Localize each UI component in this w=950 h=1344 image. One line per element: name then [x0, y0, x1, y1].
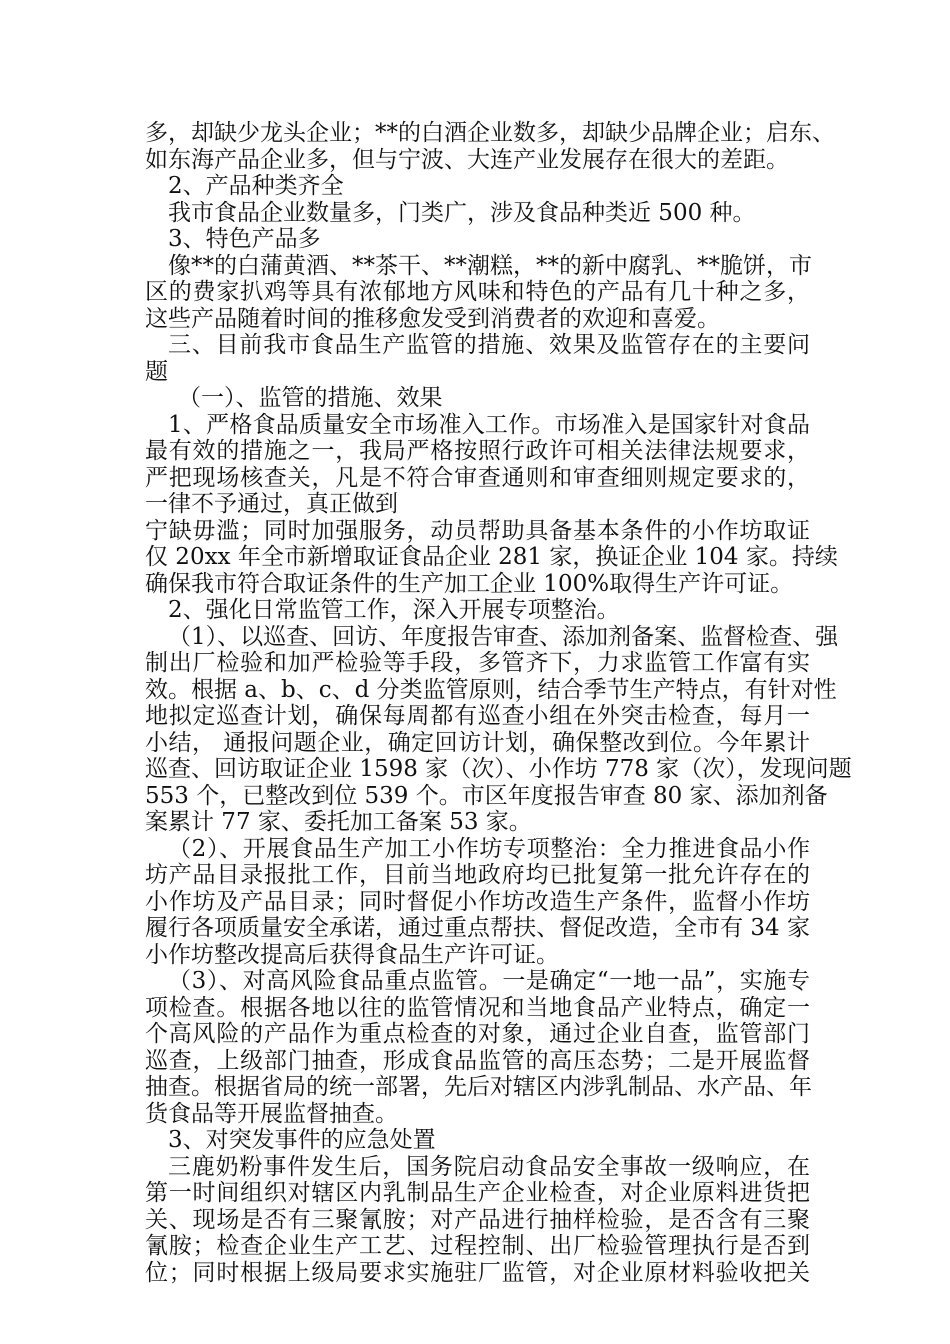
text-line: 小作坊整改提高后获得食品生产许可证。 — [145, 941, 559, 968]
text-line: 最有效的措施之一，我局严格按照行政许可相关法律法规要求， — [145, 438, 810, 464]
text-line: 这些产品随着时间的推移愈发受到消费者的欢迎和喜爱。 — [145, 305, 720, 332]
text-line: 一律不予通过，真正做到 — [145, 491, 398, 517]
text-line: 多，却缺少龙头企业；**的白酒企业数多，却缺少品牌企业；启东、 — [145, 120, 835, 146]
document-page — [145, 120, 852, 1286]
text-line: 确保我市符合取证条件的生产加工企业 100%取得生产许可证。 — [145, 570, 794, 597]
text-line: 效。根据 a、b、c、d 分类监管原则，结合季节生产特点，有针对性 — [145, 676, 837, 703]
text-line: 小结， 通报问题企业，确定回访计划，确保整改到位。今年累计 — [145, 729, 810, 756]
text-line: 货食品等开展监督抽查。 — [145, 1100, 398, 1127]
text-line: 氰胺；检查企业生产工艺、过程控制、出厂检验管理执行是否到 — [145, 1233, 810, 1259]
text-line: 3、对突发事件的应急处置 — [168, 1127, 436, 1153]
text-line: 小作坊及产品目录；同时督促小作坊改造生产条件，监督小作坊 — [145, 888, 810, 915]
text-line: 题 — [145, 358, 168, 385]
text-line: 如东海产品企业多，但与宁波、大连产业发展存在很大的差距。 — [145, 146, 789, 173]
text-line: 三鹿奶粉事件发生后，国务院启动食品安全事故一级响应，在 — [168, 1153, 810, 1180]
text-line: 案累计 77 家、委托加工备案 53 家。 — [145, 809, 532, 835]
text-line: 区的费家扒鸡等具有浓郁地方风味和特色的产品有几十种之多， — [145, 279, 810, 305]
text-line: 1、严格食品质量安全市场准入工作。市场准入是国家针对食品 — [168, 411, 810, 438]
text-line: 履行各项质量安全承诺，通过重点帮扶、督促改造，全市有 34 家 — [145, 915, 810, 941]
text-line: 巡查、回访取证企业 1598 家（次）、小作坊 778 家（次），发现问题 — [145, 756, 852, 782]
text-line: 抽查。根据省局的统一部署，先后对辖区内涉乳制品、水产品、年 — [145, 1074, 812, 1100]
text-line: 关、现场是否有三聚氰胺；对产品进行抽样检验，是否含有三聚 — [145, 1206, 810, 1233]
text-line: 宁缺毋滥；同时加强服务，动员帮助具备基本条件的小作坊取证 — [145, 517, 810, 544]
text-line: 坊产品目录报批工作，目前当地政府均已批复第一批允许存在的 — [145, 862, 810, 888]
text-line: 三、目前我市食品生产监管的措施、效果及监管存在的主要问 — [168, 332, 810, 358]
text-line: 553 个，已整改到位 539 个。市区年度报告审查 80 家、添加剂备 — [145, 782, 828, 809]
text-line: 个高风险的产品作为重点检查的对象，通过企业自查，监管部门 — [145, 1021, 810, 1047]
text-line: 仅 20xx 年全市新增取证食品企业 281 家，换证企业 104 家。持续 — [145, 544, 838, 570]
text-line: 项检查。根据各地以往的监管情况和当地食品产业特点，确定一 — [145, 994, 810, 1021]
text-line: 3、特色产品多 — [168, 226, 321, 252]
text-line: （2）、开展食品生产加工小作坊专项整治：全力推进食品小作 — [168, 835, 810, 862]
text-line: 2、强化日常监管工作，深入开展专项整治。 — [168, 597, 620, 623]
text-line: 制出厂检验和加严检验等手段，多管齐下，力求监管工作富有实 — [145, 650, 810, 676]
text-line: （3）、对高风险食品重点监管。一是确定“一地一品”，实施专 — [168, 968, 810, 994]
text-line: 位；同时根据上级局要求实施驻厂监管，对企业原材料验收把关 — [145, 1259, 810, 1286]
text-line: 2、产品种类齐全 — [168, 173, 344, 199]
text-line: 巡查，上级部门抽查，形成食品监管的高压态势；二是开展监督 — [145, 1047, 810, 1074]
text-line: （1）、以巡查、回访、年度报告审查、添加剂备案、监督检查、强 — [168, 623, 839, 650]
text-line: 第一时间组织对辖区内乳制品生产企业检查，对企业原料进货把 — [145, 1180, 810, 1206]
text-line: 像**的白蒲黄酒、**茶干、**潮糕，**的新中腐乳、**脆饼，市 — [168, 252, 812, 279]
text-line: （一）、监管的措施、效果 — [178, 385, 443, 411]
text-line: 地拟定巡查计划，确保每周都有巡查小组在外突击检查，每月一 — [145, 703, 810, 729]
text-line: 严把现场核查关，凡是不符合审查通则和审查细则规定要求的， — [145, 464, 810, 491]
text-line: 我市食品企业数量多，门类广，涉及食品种类近 500 种。 — [168, 199, 756, 226]
